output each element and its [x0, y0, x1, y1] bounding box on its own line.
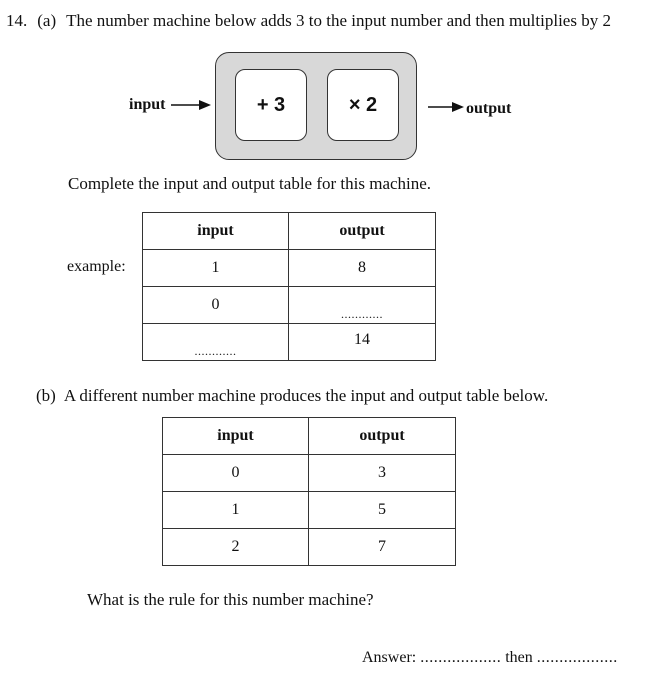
part-a-instruction: Complete the input and output table for this machine. [68, 174, 432, 193]
table-b-cell: 2 [163, 529, 309, 566]
part-b-statement: A different number machine produces the input and output table below. [63, 386, 549, 405]
table-b-header-input: input [163, 418, 309, 455]
machine-step-add: + 3 [235, 69, 307, 141]
table-b-cell: 3 [309, 455, 456, 492]
blank-dots: ............ [194, 343, 237, 358]
question-number: 14. [6, 11, 28, 30]
answer-line [362, 649, 618, 667]
part-a-label: (a) [37, 11, 57, 30]
number-machine [215, 52, 417, 160]
answer-then: then [505, 649, 533, 666]
table-row [163, 492, 456, 529]
part-b-header [36, 386, 548, 406]
table-a-cell [289, 324, 436, 361]
table-a-cell: 1 [143, 250, 289, 287]
table-b [162, 417, 456, 566]
table-row [143, 250, 436, 287]
table-a [142, 212, 436, 361]
part-b-label: (b) [36, 386, 56, 405]
table-a-cell: 8 [289, 250, 436, 287]
answer-label: Answer: [362, 649, 417, 666]
table-row [163, 418, 456, 455]
output-arrow-icon [428, 100, 466, 114]
input-arrow-icon [171, 98, 213, 112]
blank-dots: ............ [341, 306, 383, 321]
answer-blank-2[interactable]: .................. [536, 649, 618, 666]
table-b-cell: 1 [163, 492, 309, 529]
table-b-header-output: output [309, 418, 456, 455]
table-row [143, 324, 436, 361]
table-a-header-output: output [289, 213, 436, 250]
table-b-cell: 0 [163, 455, 309, 492]
table-a-header-input: input [143, 213, 289, 250]
table-row [143, 213, 436, 250]
table-row [163, 455, 456, 492]
question-header [6, 11, 611, 31]
table-a-answer-blank[interactable] [143, 324, 289, 361]
table-b-cell: 5 [309, 492, 456, 529]
table-row [143, 287, 436, 324]
table-a-cell-value: 14 [354, 331, 370, 348]
part-a-statement: The number machine below adds 3 to the input number and then multiplies by 2 [66, 11, 611, 30]
table-a-cell: 0 [143, 287, 289, 324]
machine-input-label: input [129, 96, 166, 113]
machine-output-label: output [466, 100, 512, 117]
machine-step-multiply: × 2 [327, 69, 399, 141]
answer-blank-1[interactable]: .................. [420, 649, 502, 666]
example-label: example: [67, 258, 126, 275]
table-row [163, 529, 456, 566]
table-a-answer-blank[interactable] [289, 287, 436, 324]
table-b-cell: 7 [309, 529, 456, 566]
rule-question: What is the rule for this number machine? [87, 590, 374, 609]
